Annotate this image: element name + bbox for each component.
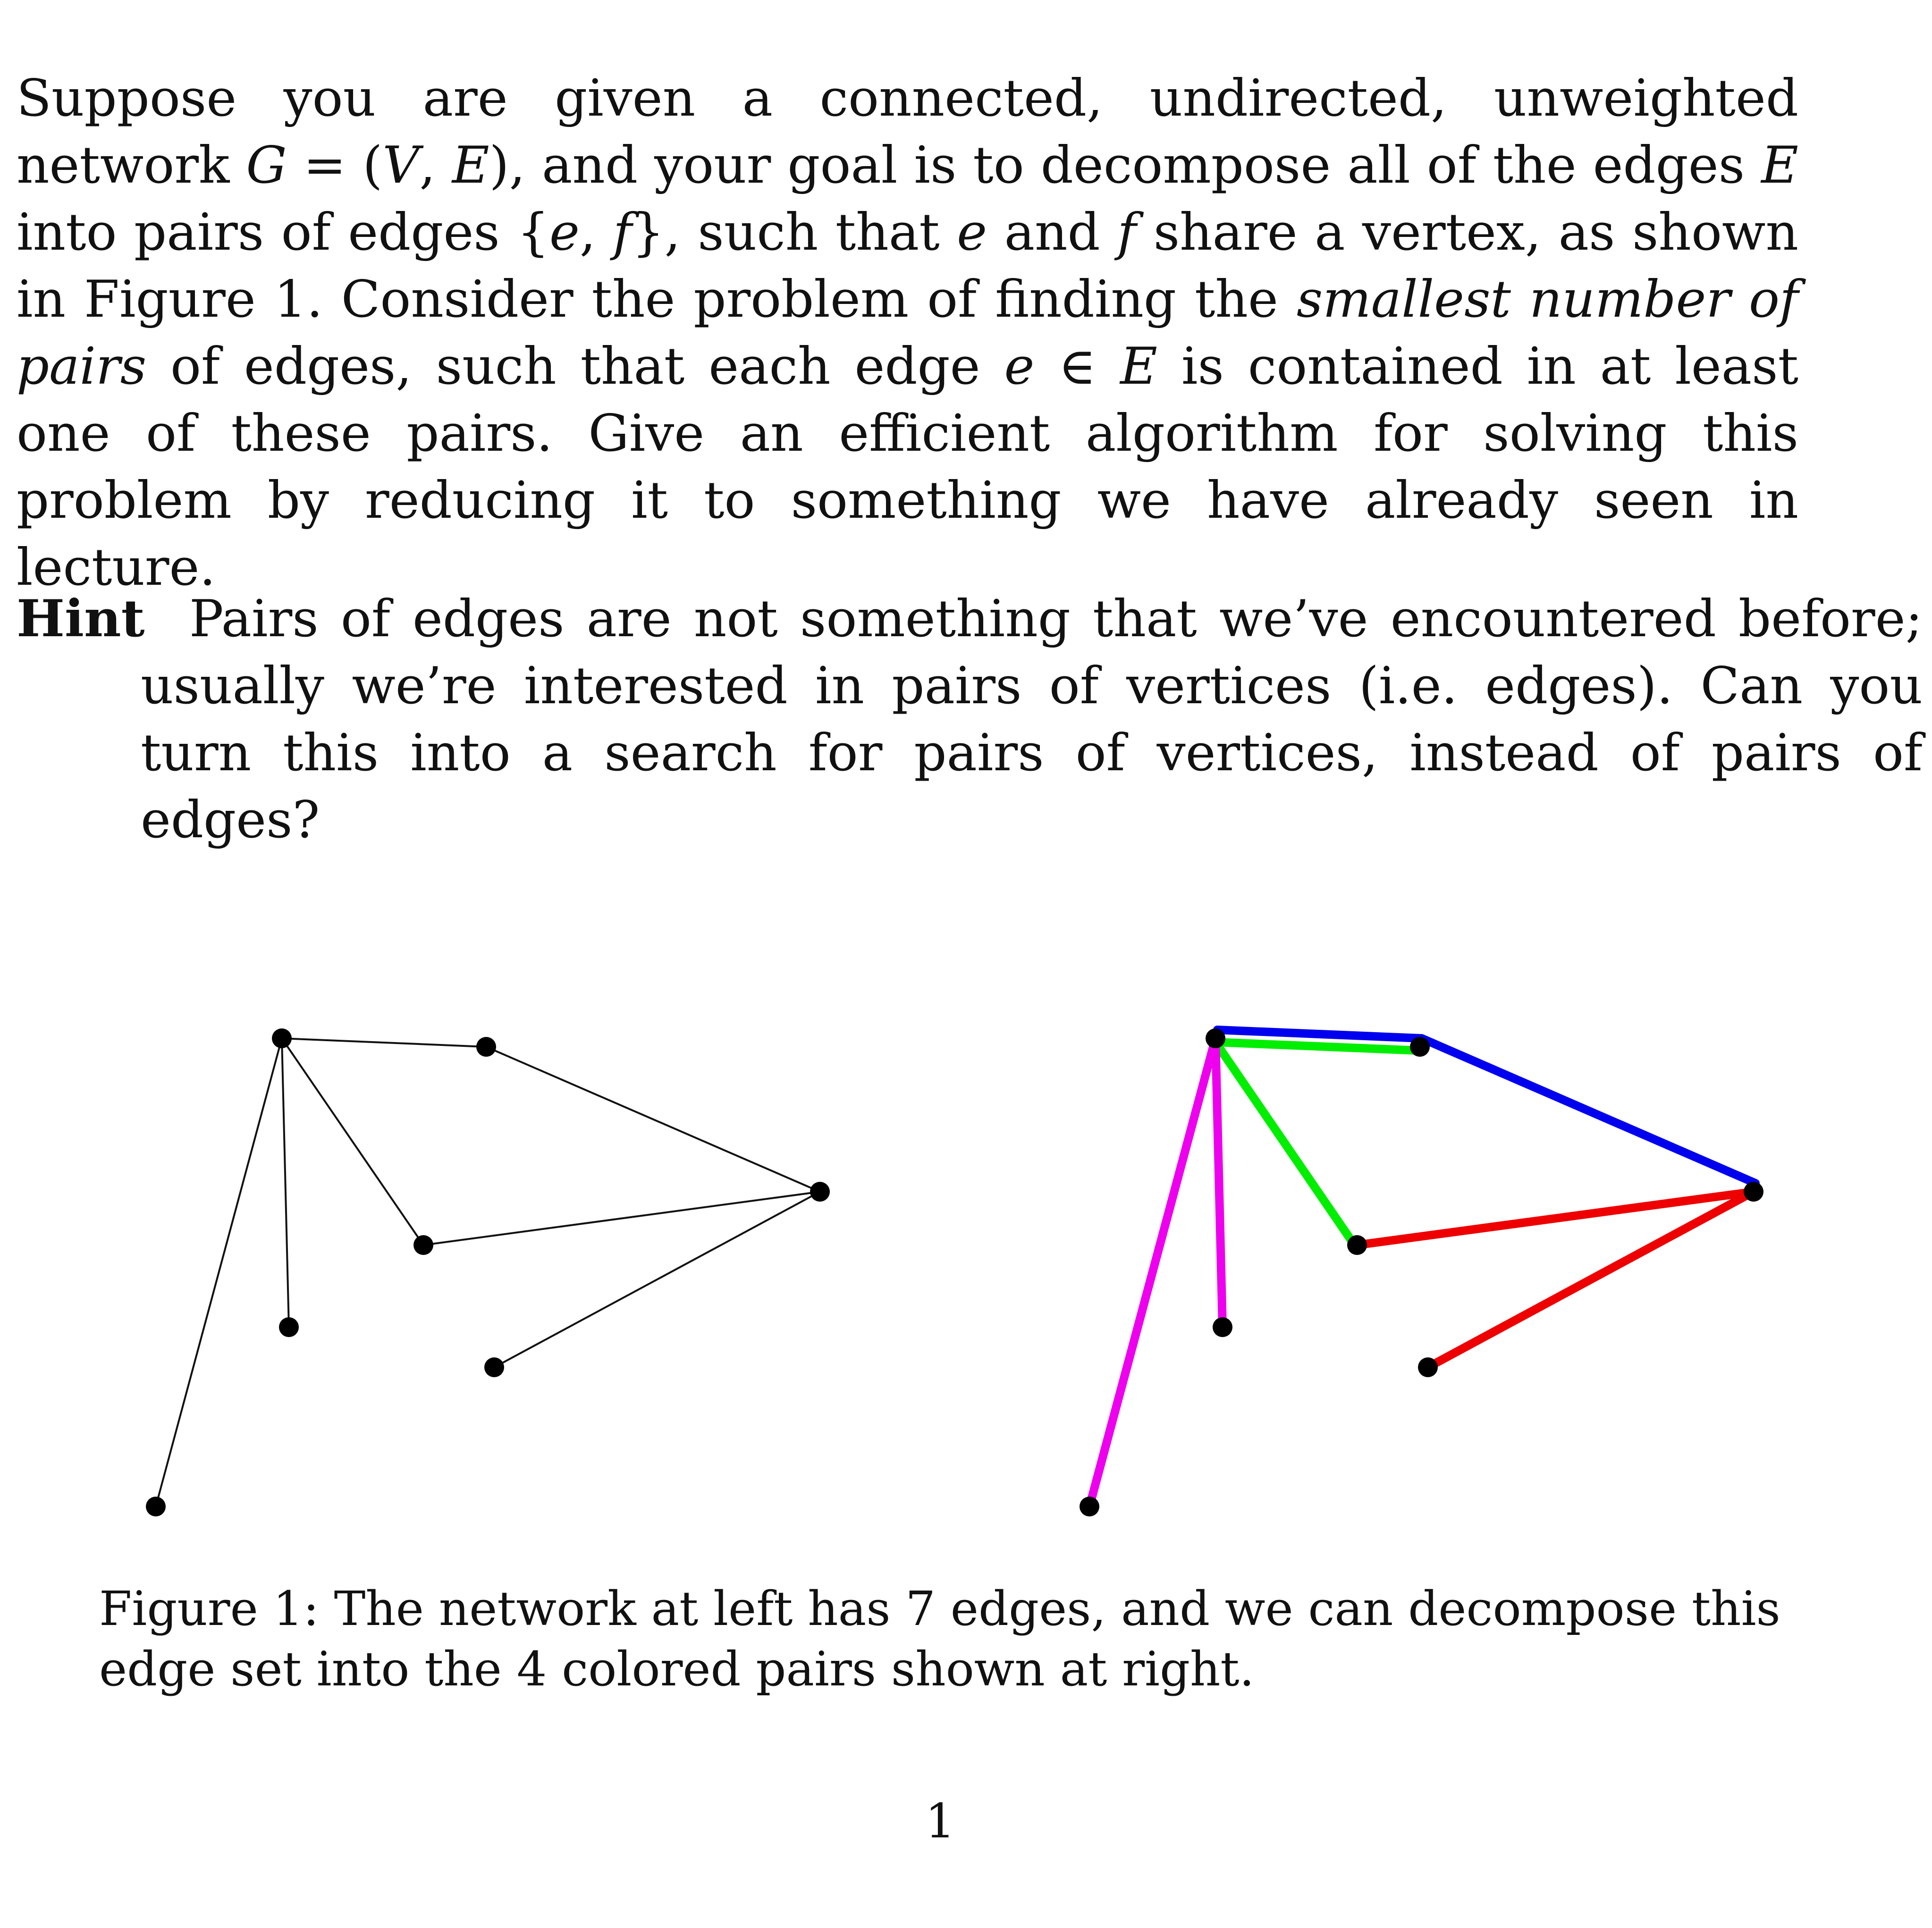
figure-graphs (0, 991, 1932, 1558)
math-symbol: e (957, 203, 987, 262)
edge-AD (282, 1038, 423, 1245)
edge-AB (282, 1038, 486, 1047)
math-symbol: E (1120, 337, 1157, 396)
vertex-C (1744, 1182, 1763, 1202)
colored-edge-magenta-AE (1215, 1038, 1223, 1327)
math-symbol: e (1004, 337, 1035, 396)
vertex-E (1213, 1317, 1232, 1337)
vertex-B (476, 1037, 496, 1057)
colored-edge-blue-AB (1217, 1030, 1422, 1038)
vertex-F (1418, 1357, 1438, 1377)
edge-AH (156, 1038, 282, 1507)
colored-edge-magenta-AH (1089, 1038, 1215, 1507)
colored-edge-red-CF (1428, 1192, 1754, 1367)
vertex-H (146, 1497, 166, 1516)
problem-text: of edges, such that each edge (146, 337, 1004, 396)
problem-text: , (579, 203, 613, 262)
problem-text: ∈ (1034, 337, 1121, 396)
page-number: 1 (925, 1793, 955, 1849)
colored-edge-green-AD (1215, 1042, 1357, 1249)
edge-BC (486, 1047, 820, 1192)
colored-edge-green-AB (1215, 1042, 1420, 1051)
problem-text: share a vertex, as shown in Figure 1. Consider the problem of finding the (17, 203, 1799, 329)
emphasized-phrase: smallest number of pairs (17, 270, 1799, 396)
problem-text: ), and your goal is to decompose all of the edges (489, 136, 1762, 195)
problem-statement (17, 65, 1798, 601)
edge-CD (423, 1192, 820, 1245)
math-symbol: e (549, 203, 580, 262)
problem-text: = ( (287, 136, 383, 195)
figure-caption: Figure 1: The network at left has 7 edges, and we can decompose this edge set into the 4 colored pairs shown at right. (99, 1581, 1780, 1697)
edge-CF (494, 1192, 820, 1367)
math-symbol: E (452, 136, 489, 195)
vertex-E (279, 1317, 299, 1337)
problem-text: and (987, 203, 1118, 262)
decomposed-network (1080, 1028, 1763, 1516)
math-symbol: f (1117, 203, 1137, 262)
problem-text: , (419, 136, 452, 195)
vertex-D (1347, 1235, 1367, 1255)
vertex-H (1080, 1497, 1099, 1516)
math-symbol: E (1761, 136, 1798, 195)
problem-text: Suppose you are given a connected, undirected, unweighted network (17, 69, 1798, 195)
vertex-F (484, 1357, 504, 1377)
math-symbol: V (382, 136, 420, 195)
math-symbol: G (246, 136, 287, 195)
problem-text: }, such that (632, 203, 957, 262)
hint-block (17, 585, 1923, 854)
hint-label: Hint (17, 589, 145, 648)
vertex-A (1206, 1028, 1225, 1048)
hint-text: Pairs of edges are not something that we’ve encountered before; usually we’re interested in pairs of vertices (i.e. edges). Can you turn this into a search for pairs of vertices, instead of pairs of edges? (141, 589, 1923, 850)
vertex-C (810, 1182, 830, 1202)
original-network (146, 1028, 830, 1516)
problem-text: into pairs of edges { (17, 203, 549, 262)
vertex-A (272, 1028, 292, 1048)
vertex-B (1410, 1037, 1430, 1057)
colored-edge-red-DC (1357, 1192, 1754, 1245)
problem-text: is contained in at least one of these pairs. Give an efficient algorithm for solving this problem by reducing it to something we have already seen in lecture. (17, 337, 1799, 597)
vertex-D (413, 1235, 433, 1255)
math-symbol: f (613, 203, 632, 262)
edge-AE (282, 1038, 289, 1327)
colored-edge-blue-BC (1422, 1038, 1755, 1183)
